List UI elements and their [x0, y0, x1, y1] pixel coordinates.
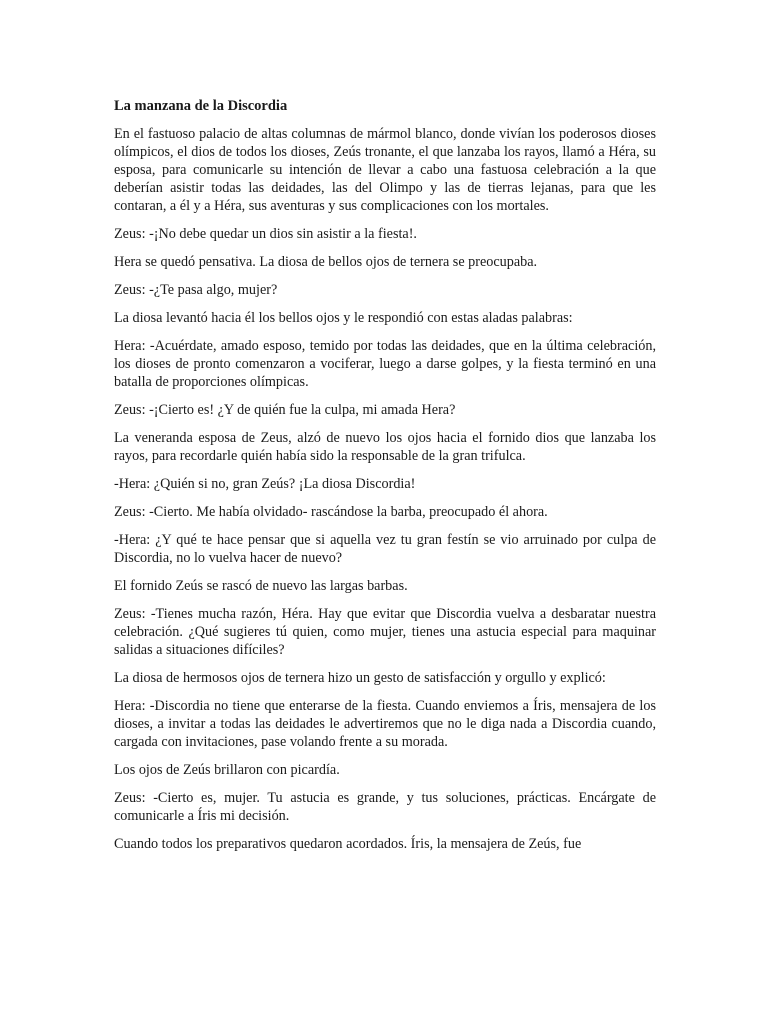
paragraph: La diosa de hermosos ojos de ternera hizo un gesto de satisfacción y orgullo y explicó: [114, 670, 606, 686]
paragraph: -Hera: ¿Quién si no, gran Zeús? ¡La diosa Discordia! [114, 476, 416, 492]
paragraph: Zeus: -¡No debe quedar un dios sin asistir a la fiesta!. [114, 226, 417, 242]
paragraph: La diosa levantó hacia él los bellos ojos y le respondió con estas aladas palabras: [114, 310, 573, 326]
paragraph: Hera: -Acuérdate, amado esposo, temido por todas las deidades, que en la última celebración, los dioses de pronto comenzaron a vociferar, luego a darse golpes, y la fiesta terminó en una batalla de proporciones olímpicas. [114, 338, 656, 390]
paragraph: Los ojos de Zeús brillaron con picardía. [114, 762, 340, 778]
paragraph: Zeus: -Cierto. Me había olvidado- rascándose la barba, preocupado él ahora. [114, 504, 548, 520]
paragraph: El fornido Zeús se rascó de nuevo las largas barbas. [114, 578, 408, 594]
paragraph: Zeus: -¡Cierto es! ¿Y de quién fue la culpa, mi amada Hera? [114, 402, 456, 418]
paragraph: Hera: -Discordia no tiene que enterarse de la fiesta. Cuando enviemos a Íris, mensajera de los dioses, a invitar a todas las deidades le advertiremos que no le diga nada a Discordia cuando, cargada con invitaciones, pase volando frente a su morada. [114, 698, 656, 750]
paragraph: Zeus: -Cierto es, mujer. Tu astucia es grande, y tus soluciones, prácticas. Encárgate de comunicarle a Íris mi decisión. [114, 790, 656, 824]
paragraph: Zeus: -Tienes mucha razón, Héra. Hay que evitar que Discordia vuelva a desbaratar nuestra celebración. ¿Qué sugieres tú quien, como mujer, tienes una astucia especial para maquinar salidas a situaciones difíciles? [114, 606, 656, 658]
paragraph: La veneranda esposa de Zeus, alzó de nuevo los ojos hacia el fornido dios que lanzaba los rayos, para recordarle quién había sido la responsable de la gran trifulca. [114, 430, 656, 464]
document-title: La manzana de la Discordia [114, 98, 288, 114]
paragraph: Hera se quedó pensativa. La diosa de bellos ojos de ternera se preocupaba. [114, 254, 538, 270]
paragraph: Cuando todos los preparativos quedaron acordados. Íris, la mensajera de Zeús, fue [114, 836, 582, 852]
document-body [114, 97, 656, 863]
paragraph: -Hera: ¿Y qué te hace pensar que si aquella vez tu gran festín se vio arruinado por culpa de Discordia, no lo vuelva hacer de nuevo? [114, 532, 656, 566]
paragraph: Zeus: -¿Te pasa algo, mujer? [114, 282, 278, 298]
paragraph: En el fastuoso palacio de altas columnas de mármol blanco, donde vivían los poderosos dioses olímpicos, el dios de todos los dioses, Zeús tronante, el que lanzaba los rayos, llamó a Héra, su esposa, para comunicarle su intención de llevar a cabo una fastuosa celebración a la que deberían asistir todas las deidades, las del Olimpo y las de tierras lejanas, para que les contaran, a él y a Héra, sus aventuras y sus complicaciones con los mortales. [114, 126, 656, 214]
